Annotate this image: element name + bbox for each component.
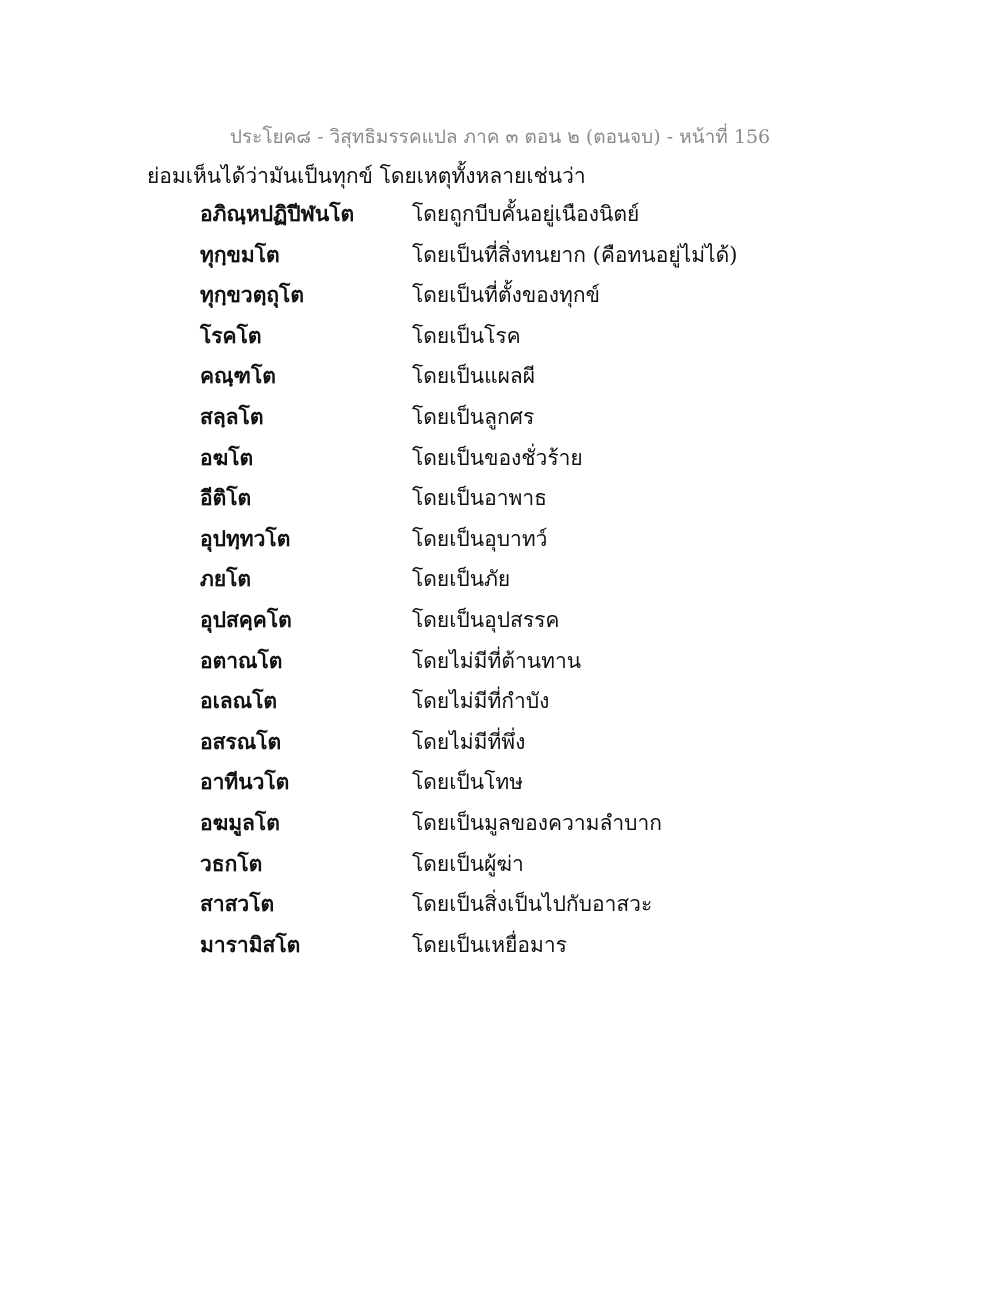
running-header: ประโยค๘ - วิสุทธิมรรคแปล ภาค ๓ ตอน ๒ (ตอนจบ) - หน้าที่ 156 — [229, 126, 771, 148]
pali-term: วธกโต — [200, 850, 263, 876]
thai-meaning: โดยเป็นที่ตั้งของทุกข์ — [412, 283, 600, 308]
pali-term: อเลณโต — [200, 688, 278, 714]
list-item — [0, 685, 1000, 726]
thai-meaning: โดยถูกบีบคั้นอยู่เนืองนิตย์ — [412, 202, 640, 226]
pali-term: อีติโต — [200, 485, 252, 511]
list-item — [0, 239, 1000, 280]
thai-meaning: โดยเป็นผู้ฆ่า — [412, 851, 524, 876]
thai-meaning: โดยเป็นโทษ — [412, 770, 524, 795]
thai-meaning: โดยเป็นลูกศร — [412, 404, 535, 429]
list-item — [0, 198, 1000, 239]
pali-term: อาทีนวโต — [200, 769, 290, 795]
list-item — [0, 888, 1000, 929]
list-item — [0, 563, 1000, 604]
list-item — [0, 645, 1000, 686]
thai-meaning: โดยเป็นสิ่งเป็นไปกับอาสวะ — [412, 892, 653, 917]
thai-meaning: โดยเป็นอุบาทว์ — [412, 526, 548, 551]
pali-term: ทุกฺขวตฺถุโต — [200, 282, 304, 308]
thai-meaning: โดยไม่มีที่พึ่ง — [412, 729, 526, 754]
list-item — [0, 320, 1000, 361]
pali-term: อภิณฺหปฏิปีฬนโต — [200, 201, 355, 226]
thai-meaning: โดยเป็นที่สิ่งทนยาก (คือทนอยู่ไม่ได้) — [412, 242, 738, 267]
list-item — [0, 766, 1000, 807]
pali-term: สาสวโต — [200, 891, 275, 917]
list-item — [0, 523, 1000, 564]
list-item — [0, 401, 1000, 442]
thai-meaning: โดยเป็นของชั่วร้าย — [412, 445, 583, 470]
pali-term: อุปสคฺคโต — [200, 606, 292, 632]
thai-meaning: โดยเป็นภัย — [412, 567, 511, 592]
thai-meaning: โดยเป็นแผลผี — [412, 364, 536, 389]
pali-term: โรคโต — [200, 322, 262, 348]
pali-term: อตาณโต — [200, 647, 283, 673]
pali-term: อุปทฺทวโต — [200, 525, 291, 551]
list-item — [0, 807, 1000, 848]
list-item — [0, 726, 1000, 767]
thai-meaning: โดยไม่มีที่กำบัง — [412, 689, 550, 714]
pali-term: สลฺลโต — [200, 403, 264, 429]
pali-term: อฆมูลโต — [200, 809, 280, 835]
pali-term: อฆโต — [200, 444, 254, 470]
intro-paragraph: ย่อมเห็นได้ว่ามันเป็นทุกข์ โดยเหตุทั้งหลายเช่นว่า — [147, 164, 586, 188]
pali-term: คณฺฑโต — [200, 363, 276, 389]
thai-meaning: โดยไม่มีที่ต้านทาน — [412, 648, 582, 673]
list-item — [0, 848, 1000, 889]
list-item — [0, 279, 1000, 320]
pali-term: ภยโต — [200, 566, 252, 592]
list-item — [0, 929, 1000, 970]
thai-meaning: โดยเป็นมูลของความลำบาก — [412, 810, 662, 835]
pali-term: ทุกฺขมโต — [200, 241, 280, 267]
list-item — [0, 442, 1000, 483]
thai-meaning: โดยเป็นเหยื่อมาร — [412, 932, 567, 957]
term-list — [0, 198, 1000, 969]
pali-term: มารามิสโต — [200, 931, 301, 957]
thai-meaning: โดยเป็นอาพาธ — [412, 486, 547, 511]
list-item — [0, 360, 1000, 401]
list-item — [0, 604, 1000, 645]
thai-meaning: โดยเป็นอุปสรรค — [412, 607, 560, 632]
thai-meaning: โดยเป็นโรค — [412, 323, 521, 348]
pali-term: อสรณโต — [200, 728, 282, 754]
list-item — [0, 482, 1000, 523]
